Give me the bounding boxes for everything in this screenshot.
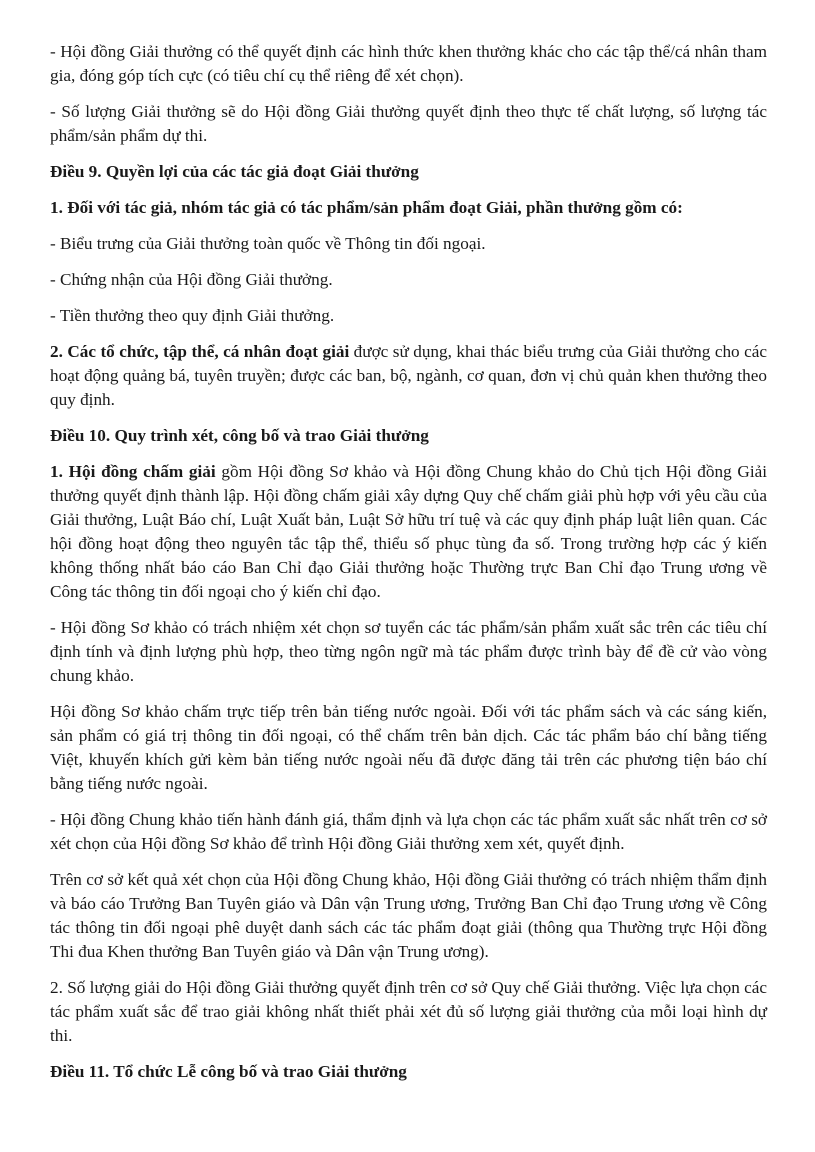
article-9-clause-1-heading: 1. Đối với tác giả, nhóm tác giả có tác phẩm/sản phẩm đoạt Giải, phần thưởng gồm có:	[50, 198, 683, 217]
paragraph-preliminary-council: - Hội đồng Sơ khảo có trách nhiệm xét chọn sơ tuyển các tác phẩm/sản phẩm xuất sắc trên các tiêu chí định tính và định lượng phù hợp, theo từng ngôn ngữ mà tác phẩm được trình bày để đề cử vào vòng chung khảo.	[50, 618, 767, 685]
paragraph-award-quantity: - Số lượng Giải thưởng sẽ do Hội đồng Giải thưởng quyết định theo thực tế chất lượng, số lượng tác phẩm/sản phẩm dự thi.	[50, 102, 767, 145]
article-9-clause-2-lead: 2. Các tổ chức, tập thể, cá nhân đoạt giải	[50, 342, 350, 361]
article-9-clause-2-text: được sử dụng, khai thác biểu trưng của Giải thưởng cho các hoạt động quảng bá, tuyên truyền; được các ban, bộ, ngành, cơ quan, đơn vị chủ quản khen thưởng theo quy định.	[50, 342, 767, 409]
paragraph-other-awards: - Hội đồng Giải thưởng có thể quyết định các hình thức khen thưởng khác cho các tập thể/cá nhân tham gia, đóng góp tích cực (có tiêu chí cụ thể riêng để xét chọn).	[50, 42, 767, 85]
list-item-prize-money: - Tiền thưởng theo quy định Giải thưởng.	[50, 306, 335, 325]
article-10-heading: Điều 10. Quy trình xét, công bố và trao Giải thưởng	[50, 426, 429, 445]
list-item-emblem: - Biểu trưng của Giải thưởng toàn quốc về Thông tin đối ngoại.	[50, 234, 486, 253]
paragraph-final-council: - Hội đồng Chung khảo tiến hành đánh giá, thẩm định và lựa chọn các tác phẩm xuất sắc nhất trên cơ sở xét chọn của Hội đồng Sơ khảo để trình Hội đồng Giải thưởng xem xét, quyết định.	[50, 810, 767, 853]
paragraph-preliminary-grading: Hội đồng Sơ khảo chấm trực tiếp trên bản tiếng nước ngoài. Đối với tác phẩm sách và các sáng kiến, sản phẩm có giá trị thông tin đối ngoại, có thể chấm trên bản dịch. Các tác phẩm báo chí bằng tiếng Việt, khuyến khích gửi kèm bản tiếng nước ngoài nếu đã được đăng tải trên các phương tiện báo chí bằng tiếng nước ngoài.	[50, 702, 767, 793]
article-11-heading: Điều 11. Tổ chức Lễ công bố và trao Giải thưởng	[50, 1062, 407, 1081]
paragraph-approval: Trên cơ sở kết quả xét chọn của Hội đồng Chung khảo, Hội đồng Giải thưởng có trách nhiệm thẩm định và báo cáo Trưởng Ban Tuyên giáo và Dân vận Trung ương, Trưởng Ban Chỉ đạo Trung ương về Công tác thông tin đối ngoại phê duyệt danh sách các tác phẩm đoạt giải (thông qua Thường trực Hội đồng Thi đua Khen thưởng Ban Tuyên giáo và Dân vận Trung ương).	[50, 870, 767, 961]
article-9-clause-2	[50, 340, 767, 412]
article-10-clause-2: 2. Số lượng giải do Hội đồng Giải thưởng quyết định trên cơ sở Quy chế Giải thưởng. Việc lựa chọn các tác phẩm xuất sắc để trao giải không nhất thiết phải xét đủ số lượng giải thưởng của mỗi loại hình dự thi.	[50, 978, 767, 1045]
article-10-clause-1	[50, 460, 767, 604]
list-item-certificate: - Chứng nhận của Hội đồng Giải thưởng.	[50, 270, 333, 289]
article-10-clause-1-lead: 1. Hội đồng chấm giải	[50, 462, 216, 481]
article-10-clause-1-text: gồm Hội đồng Sơ khảo và Hội đồng Chung khảo do Chủ tịch Hội đồng Giải thưởng quyết định thành lập. Hội đồng chấm giải xây dựng Quy chế chấm giải phù hợp với yêu cầu của Giải thưởng, Luật Báo chí, Luật Xuất bản, Luật Sở hữu trí tuệ và các quy định pháp luật liên quan. Các hội đồng hoạt động theo nguyên tắc tập thể, thiểu số phục tùng đa số. Trong trường hợp các ý kiến không thống nhất báo cáo Ban Chỉ đạo Giải thưởng hoặc Thường trực Ban Chỉ đạo Trung ương về Công tác thông tin đối ngoại cho ý kiến chỉ đạo.	[50, 462, 767, 601]
article-9-heading: Điều 9. Quyền lợi của các tác giả đoạt Giải thưởng	[50, 162, 419, 181]
